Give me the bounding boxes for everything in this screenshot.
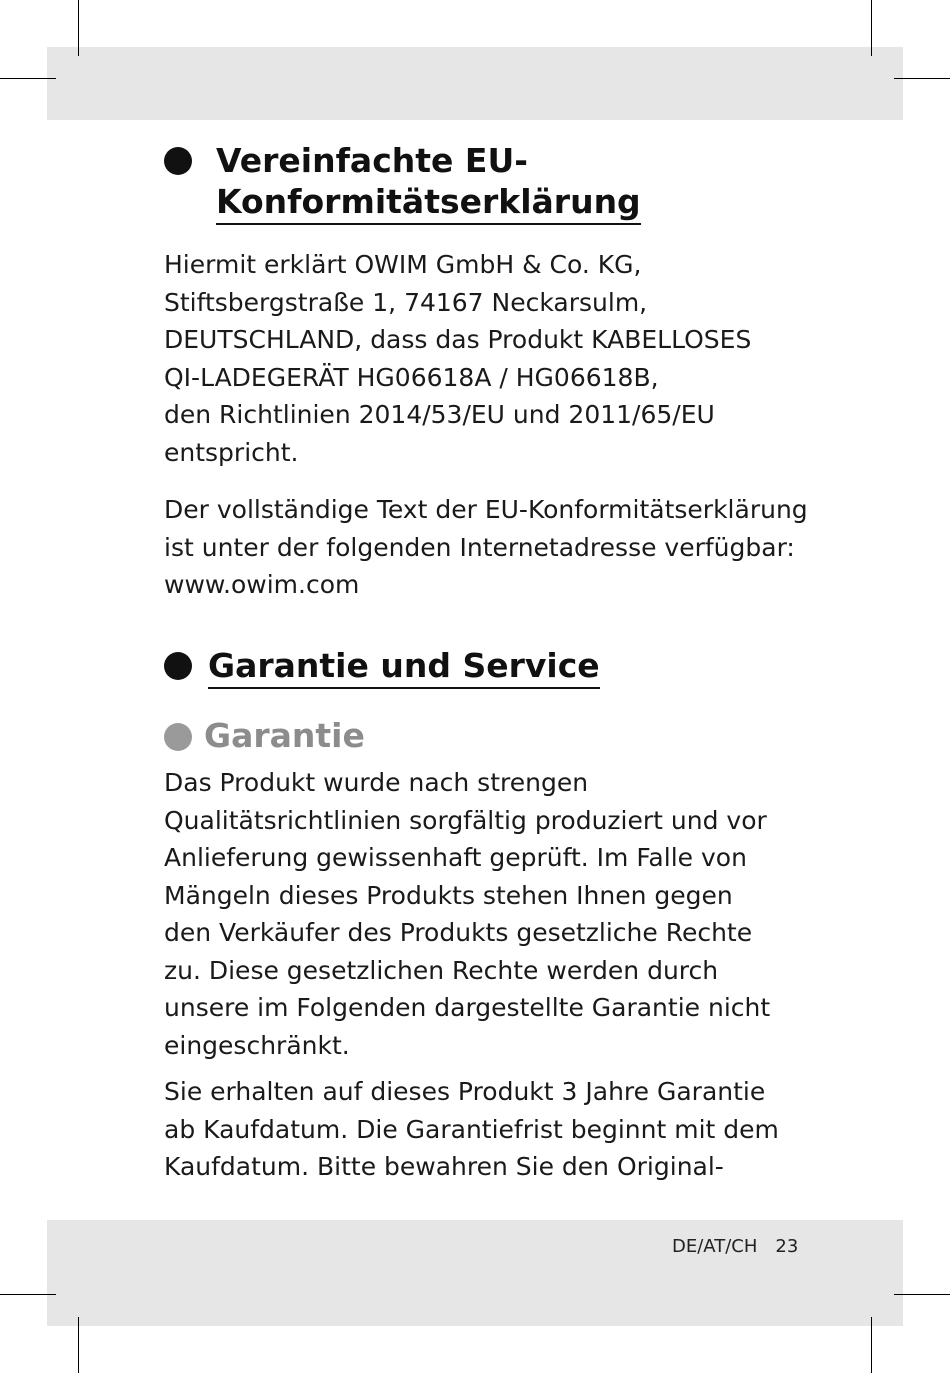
text-line: ist unter der folgenden Internetadresse verfügbar: — [164, 532, 795, 562]
text-line: Das Produkt wurde nach strengen — [164, 768, 589, 797]
text-line: Stiftsbergstraße 1, 74167 Neckarsulm, — [164, 287, 648, 317]
conformity-title-line1: Vereinfachte EU- — [216, 141, 528, 180]
crop-mark — [894, 78, 950, 79]
text-line: DEUTSCHLAND, dass das Produkt KABELLOSES — [164, 325, 752, 354]
text-line: Hiermit erklärt OWIM GmbH & Co. KG, — [164, 250, 642, 279]
text-line: Qualitätsrichtlinien sorgfältig produziert und vor — [164, 805, 767, 835]
warranty-paragraph-2 — [164, 1073, 779, 1186]
conformity-paragraph-1 — [164, 246, 751, 471]
text-line: Anlieferung gewissenhaft geprüft. Im Falle von — [164, 843, 747, 872]
text-line: Sie erhalten auf dieses Produkt 3 Jahre Garantie — [164, 1077, 766, 1106]
warranty-heading — [164, 645, 600, 686]
bullet-icon — [164, 723, 192, 751]
text-line: zu. Diese gesetzlichen Rechte werden durch — [164, 955, 719, 985]
crop-mark — [894, 1294, 950, 1295]
warranty-subheading — [164, 716, 365, 755]
crop-mark — [871, 0, 872, 56]
text-line: unsere im Folgenden dargestellte Garantie nicht — [164, 993, 771, 1022]
text-line: eingeschränkt. — [164, 1030, 350, 1060]
text-line: Der vollständige Text der EU-Konformitätserklärung — [164, 495, 808, 524]
conformity-title-line2: Konformitätserklärung — [216, 182, 641, 225]
page-footer — [672, 1236, 798, 1257]
warranty-subtitle: Garantie — [204, 716, 365, 755]
crop-mark — [0, 78, 56, 79]
country-codes: DE/AT/CH — [672, 1236, 758, 1257]
text-line: Mängeln dieses Produkts stehen Ihnen gegen — [164, 880, 733, 910]
crop-mark — [871, 1317, 872, 1373]
text-line: QI-LADEGERÄT HG06618A / HG06618B, — [164, 362, 659, 392]
bullet-icon — [164, 652, 192, 680]
conformity-paragraph-2 — [164, 491, 808, 604]
url-text: www.owim.com — [164, 570, 360, 599]
bullet-icon — [164, 147, 192, 175]
text-line: ab Kaufdatum. Die Garantiefrist beginnt mit dem — [164, 1114, 779, 1144]
crop-mark — [78, 0, 79, 56]
warranty-title: Garantie und Service — [208, 646, 600, 689]
text-line: entspricht. — [164, 437, 299, 467]
text-line: Kaufdatum. Bitte bewahren Sie den Original- — [164, 1152, 724, 1181]
conformity-heading — [164, 140, 641, 222]
text-line: den Verkäufer des Produkts gesetzliche Rechte — [164, 918, 753, 947]
header-band — [47, 47, 903, 120]
crop-mark — [78, 1317, 79, 1373]
text-line: den Richtlinien 2014/53/EU und 2011/65/EU — [164, 400, 715, 429]
conformity-title — [216, 140, 641, 222]
warranty-paragraph-1 — [164, 764, 770, 1064]
page-number: 23 — [775, 1236, 799, 1257]
crop-mark — [0, 1294, 56, 1295]
